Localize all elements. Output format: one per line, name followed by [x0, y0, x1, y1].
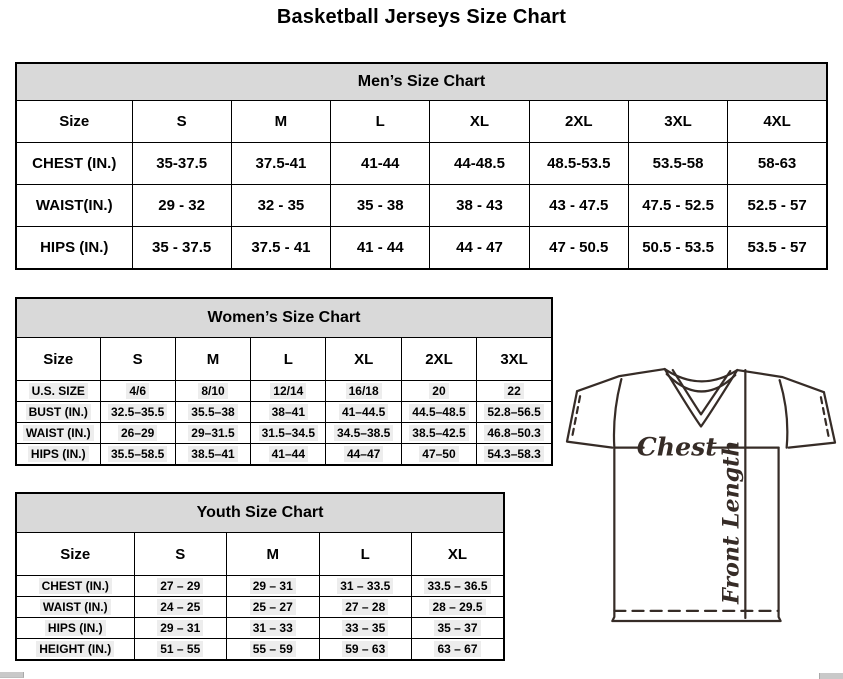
youth-cell: 33 – 35 [319, 618, 412, 639]
youth-row-label: WAIST (IN.) [16, 597, 134, 618]
youth-cell: 31 – 33.5 [319, 576, 412, 597]
mens-cell: 52.5 - 57 [728, 185, 827, 227]
mens-row-label: WAIST(IN.) [16, 185, 132, 227]
youth-cell: 27 – 29 [134, 576, 227, 597]
youth-cell: 24 – 25 [134, 597, 227, 618]
womens-cell: 41–44.5 [326, 402, 401, 423]
jersey-outline-drawing [563, 363, 839, 625]
jersey-measurement-diagram [563, 363, 839, 625]
mens-cell: 35 - 38 [331, 185, 430, 227]
youth-row-label: HEIGHT (IN.) [16, 639, 134, 661]
womens-cell: 26–29 [100, 423, 175, 444]
womens-cell: 46.8–50.3 [477, 423, 552, 444]
womens-cell: 38.5–41 [175, 444, 250, 466]
womens-cell: 52.8–56.5 [477, 402, 552, 423]
mens-cell: 47.5 - 52.5 [628, 185, 727, 227]
womens-cell: 44.5–48.5 [401, 402, 476, 423]
mens-cell: 44 - 47 [430, 227, 529, 270]
mens-cell: 50.5 - 53.5 [628, 227, 727, 270]
womens-cell: 41–44 [251, 444, 326, 466]
womens-col-header: Size [16, 338, 100, 381]
womens-row-label: BUST (IN.) [16, 402, 100, 423]
womens-cell: 35.5–58.5 [100, 444, 175, 466]
youth-cell: 29 – 31 [134, 618, 227, 639]
womens-chart-title: Women’s Size Chart [16, 298, 552, 338]
youth-size-chart-table [15, 492, 505, 661]
mens-size-header: S [132, 101, 231, 143]
womens-cell: 47–50 [401, 444, 476, 466]
mens-cell: 29 - 32 [132, 185, 231, 227]
womens-cell: 4/6 [100, 381, 175, 402]
youth-chart-title: Youth Size Chart [16, 493, 504, 533]
page-title: Basketball Jerseys Size Chart [276, 6, 567, 28]
womens-cell: 35.5–38 [175, 402, 250, 423]
mens-cell: 44-48.5 [430, 143, 529, 185]
mens-cell: 41-44 [331, 143, 430, 185]
youth-cell: 59 – 63 [319, 639, 412, 661]
womens-cell: 32.5–35.5 [100, 402, 175, 423]
womens-size-header: L [251, 338, 326, 381]
womens-cell: 54.3–58.3 [477, 444, 552, 466]
mens-cell: 48.5-53.5 [529, 143, 628, 185]
front-length-label: Front Length [718, 440, 745, 604]
womens-size-header: XL [326, 338, 401, 381]
womens-row-label: HIPS (IN.) [16, 444, 100, 466]
womens-size-header: 2XL [401, 338, 476, 381]
womens-size-chart-table [15, 297, 553, 466]
mens-size-header: 4XL [728, 101, 827, 143]
chest-label: Chest [636, 431, 717, 462]
mens-size-header: XL [430, 101, 529, 143]
mens-row-label: HIPS (IN.) [16, 227, 132, 270]
youth-size-header: M [227, 533, 320, 576]
youth-row-label: HIPS (IN.) [16, 618, 134, 639]
womens-cell: 44–47 [326, 444, 401, 466]
youth-cell: 51 – 55 [134, 639, 227, 661]
womens-cell: 31.5–34.5 [251, 423, 326, 444]
youth-size-header: L [319, 533, 412, 576]
mens-size-chart-table [15, 62, 828, 270]
mens-size-header: L [331, 101, 430, 143]
mens-cell: 37.5-41 [231, 143, 330, 185]
youth-row-label: CHEST (IN.) [16, 576, 134, 597]
mens-size-header: 3XL [628, 101, 727, 143]
youth-cell: 29 – 31 [227, 576, 320, 597]
youth-cell: 25 – 27 [227, 597, 320, 618]
horizontal-scrollbar-fragment-right[interactable] [819, 673, 843, 679]
mens-col-header: Size [16, 101, 132, 143]
mens-cell: 41 - 44 [331, 227, 430, 270]
youth-cell: 55 – 59 [227, 639, 320, 661]
womens-cell: 34.5–38.5 [326, 423, 401, 444]
youth-size-header: S [134, 533, 227, 576]
womens-size-header: M [175, 338, 250, 381]
womens-cell: 22 [477, 381, 552, 402]
womens-cell: 38–41 [251, 402, 326, 423]
mens-cell: 47 - 50.5 [529, 227, 628, 270]
mens-cell: 32 - 35 [231, 185, 330, 227]
womens-cell: 8/10 [175, 381, 250, 402]
womens-row-label: U.S. SIZE [16, 381, 100, 402]
mens-row-label: CHEST (IN.) [16, 143, 132, 185]
youth-cell: 28 – 29.5 [412, 597, 505, 618]
youth-size-header: XL [412, 533, 505, 576]
youth-cell: 33.5 – 36.5 [412, 576, 505, 597]
mens-cell: 58-63 [728, 143, 827, 185]
womens-size-header: S [100, 338, 175, 381]
youth-col-header: Size [16, 533, 134, 576]
womens-row-label: WAIST (IN.) [16, 423, 100, 444]
mens-chart-title: Men’s Size Chart [16, 63, 827, 101]
womens-cell: 12/14 [251, 381, 326, 402]
mens-cell: 53.5-58 [628, 143, 727, 185]
mens-size-header: M [231, 101, 330, 143]
mens-size-header: 2XL [529, 101, 628, 143]
youth-cell: 35 – 37 [412, 618, 505, 639]
horizontal-scrollbar-fragment-left[interactable] [0, 672, 24, 678]
mens-cell: 35 - 37.5 [132, 227, 231, 270]
womens-cell: 20 [401, 381, 476, 402]
youth-cell: 31 – 33 [227, 618, 320, 639]
mens-cell: 35-37.5 [132, 143, 231, 185]
mens-cell: 37.5 - 41 [231, 227, 330, 270]
womens-cell: 29–31.5 [175, 423, 250, 444]
womens-cell: 16/18 [326, 381, 401, 402]
mens-cell: 38 - 43 [430, 185, 529, 227]
youth-cell: 27 – 28 [319, 597, 412, 618]
mens-cell: 53.5 - 57 [728, 227, 827, 270]
mens-cell: 43 - 47.5 [529, 185, 628, 227]
womens-cell: 38.5–42.5 [401, 423, 476, 444]
womens-size-header: 3XL [477, 338, 552, 381]
youth-cell: 63 – 67 [412, 639, 505, 661]
